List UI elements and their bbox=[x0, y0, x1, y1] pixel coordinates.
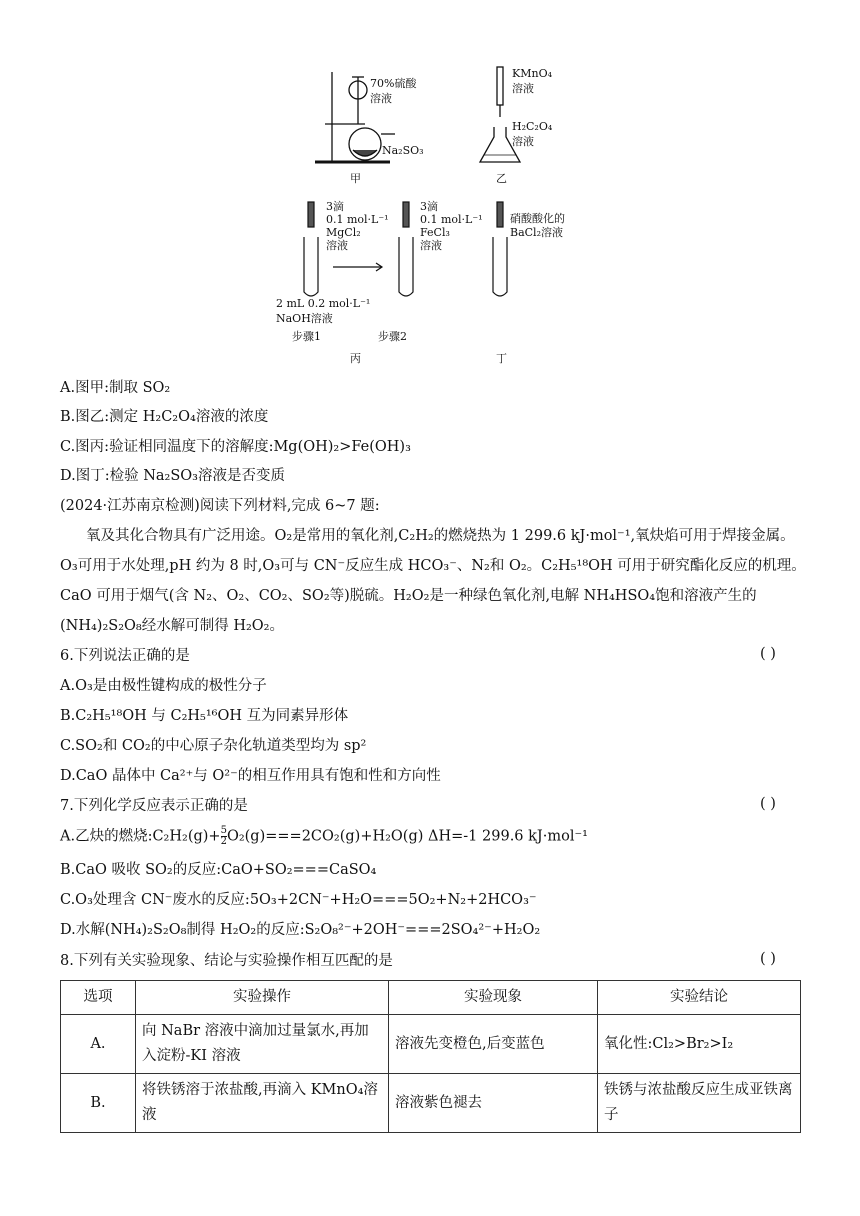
row-b-phenomenon: 溶液紫色褪去 bbox=[389, 1074, 598, 1133]
table-header-row bbox=[61, 981, 801, 1015]
passage-line-4: (NH₄)₂S₂O₈经水解可制得 H₂O₂。 bbox=[60, 618, 284, 634]
bing-caption: 丙 bbox=[350, 352, 361, 365]
bing-step2: 步骤2 bbox=[378, 330, 407, 343]
passage-line-2: O₃可用于水处理,pH 约为 8 时,O₃可与 CN⁻反应生成 HCO₃⁻、N₂和 O₂。C₂H₅¹⁸OH 可用于研究酯化反应的机理。 bbox=[60, 558, 806, 574]
q6-option-d: D.CaO 晶体中 Ca²⁺与 O²⁻的相互作用具有饱和性和方向性 bbox=[60, 768, 441, 784]
row-a-operation: 向 NaBr 溶液中滴加过量氯水,再加入淀粉-KI 溶液 bbox=[136, 1015, 389, 1074]
yi-flask-label: H₂C₂O₄ bbox=[512, 120, 553, 133]
q7-option-c: C.O₃处理含 CN⁻废水的反应:5O₃+2CN⁻+H₂O===5O₂+N₂+2HCO₃⁻ bbox=[60, 892, 537, 908]
row-a-option: A. bbox=[61, 1015, 136, 1074]
bing-drop2-conc: 0.1 mol·L⁻¹ bbox=[420, 213, 483, 226]
q6-option-b: B.C₂H₅¹⁸OH 与 C₂H₅¹⁶OH 互为同素异形体 bbox=[60, 708, 349, 724]
q8-stem: 8.下列有关实验现象、结论与实验操作相互匹配的是 bbox=[60, 953, 393, 969]
bing-naoh-solution: NaOH溶液 bbox=[276, 312, 333, 325]
bing-drop1-reagent: MgCl₂ bbox=[326, 226, 361, 239]
bing-drop2-reagent: FeCl₃ bbox=[420, 226, 450, 239]
fraction-denominator: 2 bbox=[220, 836, 227, 847]
header-option: 选项 bbox=[61, 981, 136, 1015]
header-phenomenon: 实验现象 bbox=[389, 981, 598, 1015]
row-a-phenomenon: 溶液先变橙色,后变蓝色 bbox=[389, 1015, 598, 1074]
jia-caption: 甲 bbox=[350, 172, 361, 185]
ding-reagent-line1: 硝酸酸化的 bbox=[510, 212, 565, 225]
apparatus-figure bbox=[270, 62, 630, 367]
bing-step1: 步骤1 bbox=[292, 330, 321, 343]
q7-option-a-end: O₂(g)===2CO₂(g)+H₂O(g) ΔH=-1 299.6 kJ·mol⁻¹ bbox=[226, 828, 588, 845]
yi-caption: 乙 bbox=[496, 172, 507, 185]
header-operation: 实验操作 bbox=[136, 981, 389, 1015]
experiment-table bbox=[60, 980, 801, 1133]
q5-option-a: A.图甲:制取 SO₂ bbox=[60, 380, 171, 396]
passage-line-1: 氧及其化合物具有广泛用途。O₂是常用的氧化剂,C₂H₂的燃烧热为 1 299.6 kJ·mol⁻¹,氧炔焰可用于焊接金属。 bbox=[86, 528, 795, 544]
table-row bbox=[61, 1015, 801, 1074]
row-a-conclusion: 氧化性:Cl₂>Br₂>I₂ bbox=[598, 1015, 801, 1074]
q6-answer-paren[interactable]: ( ) bbox=[760, 646, 776, 662]
table-row bbox=[61, 1074, 801, 1133]
jia-acid-label: 70%硫酸 bbox=[370, 77, 417, 90]
passage-intro: (2024·江苏南京检测)阅读下列材料,完成 6~7 题: bbox=[60, 498, 380, 514]
q5-option-b: B.图乙:测定 H₂C₂O₄溶液的浓度 bbox=[60, 409, 269, 425]
apparatus-diagram bbox=[270, 62, 630, 367]
q7-option-d: D.水解(NH₄)₂S₂O₈制得 H₂O₂的反应:S₂O₈²⁻+2OH⁻===2SO₄²⁻+H₂O₂ bbox=[60, 922, 541, 938]
jia-acid-label2: 溶液 bbox=[370, 92, 392, 105]
yi-titrant-label: KMnO₄ bbox=[512, 67, 552, 80]
ding-caption: 丁 bbox=[496, 352, 507, 365]
q7-option-a bbox=[60, 826, 588, 847]
q8-answer-paren[interactable]: ( ) bbox=[760, 951, 776, 967]
q6-option-c: C.SO₂和 CO₂的中心原子杂化轨道类型均为 sp² bbox=[60, 738, 367, 754]
row-b-operation: 将铁锈溶于浓盐酸,再滴入 KMnO₄溶液 bbox=[136, 1074, 389, 1133]
row-b-conclusion: 铁锈与浓盐酸反应生成亚铁离子 bbox=[598, 1074, 801, 1133]
yi-flask-label2: 溶液 bbox=[512, 135, 534, 148]
q5-option-c: C.图丙:验证相同温度下的溶解度:Mg(OH)₂>Fe(OH)₃ bbox=[60, 439, 411, 455]
jia-reagent-label: Na₂SO₃ bbox=[382, 144, 424, 157]
q5-option-d: D.图丁:检验 Na₂SO₃溶液是否变质 bbox=[60, 468, 285, 484]
bing-drop2-solution: 溶液 bbox=[420, 239, 442, 252]
yi-titrant-label2: 溶液 bbox=[512, 82, 534, 95]
ding-reagent-line2: BaCl₂溶液 bbox=[510, 226, 563, 239]
bing-drop2-count: 3滴 bbox=[420, 200, 438, 213]
q6-stem: 6.下列说法正确的是 bbox=[60, 648, 190, 664]
q7-stem: 7.下列化学反应表示正确的是 bbox=[60, 798, 248, 814]
q6-option-a: A.O₃是由极性键构成的极性分子 bbox=[60, 678, 267, 694]
q7-answer-paren[interactable]: ( ) bbox=[760, 796, 776, 812]
bing-naoh-amount: 2 mL 0.2 mol·L⁻¹ bbox=[276, 297, 371, 310]
bing-drop1-conc: 0.1 mol·L⁻¹ bbox=[326, 213, 389, 226]
header-conclusion: 实验结论 bbox=[598, 981, 801, 1015]
passage-line-3: CaO 可用于烟气(含 N₂、O₂、CO₂、SO₂等)脱硫。H₂O₂是一种绿色氧化剂,电解 NH₄HSO₄饱和溶液产生的 bbox=[60, 588, 757, 604]
bing-drop1-solution: 溶液 bbox=[326, 239, 348, 252]
row-b-option: B. bbox=[61, 1074, 136, 1133]
bing-drop1-count: 3滴 bbox=[326, 200, 344, 213]
q7-option-b: B.CaO 吸收 SO₂的反应:CaO+SO₂===CaSO₄ bbox=[60, 862, 377, 878]
fraction-numerator: 5 bbox=[220, 825, 227, 836]
q7-option-a-start: A.乙炔的燃烧:C₂H₂(g)+ bbox=[60, 828, 221, 845]
